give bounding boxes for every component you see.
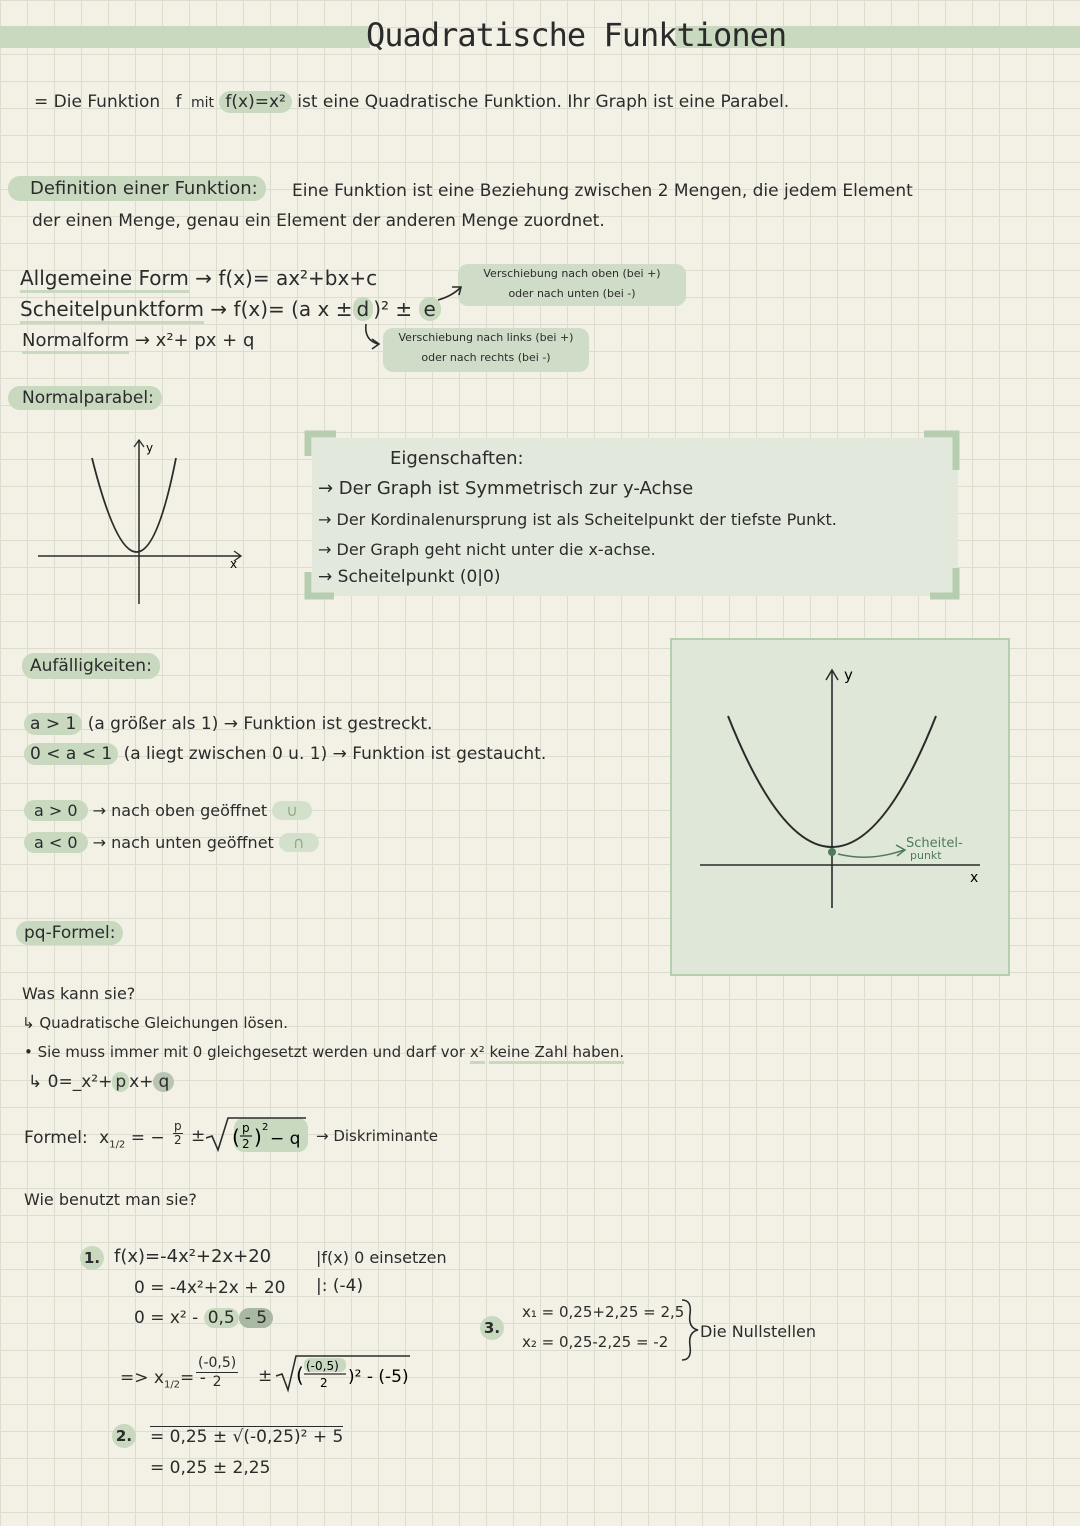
eigenschaften-item: → Der Graph ist Symmetrisch zur y-Achse bbox=[318, 478, 694, 499]
diskriminante-label: → Diskriminante bbox=[316, 1127, 438, 1145]
normalparabel-graph bbox=[30, 432, 250, 608]
pq-answer-1: ↳ Quadratische Gleichungen lösen. bbox=[22, 1014, 288, 1032]
scheitelpunktform-expr-b: )² ± bbox=[373, 297, 413, 321]
intro-formula: f(x)=x² bbox=[219, 91, 291, 113]
note-e: Verschiebung nach oben (bei +) oder nach unten (bei -) bbox=[458, 264, 686, 306]
normalform: Normalform → x²+ px + q bbox=[22, 330, 254, 351]
definition-line2: der einen Menge, genau ein Element der anderen Menge zuordnet. bbox=[32, 211, 605, 231]
svg-text:2: 2 bbox=[320, 1376, 328, 1390]
example-line-5: = 0,25 ± √(-0,25)² + 5 bbox=[150, 1427, 344, 1447]
normalparabel-label: Normalparabel: bbox=[8, 388, 162, 408]
step-1-number: 1. bbox=[80, 1246, 104, 1270]
scheitel-d: d bbox=[353, 297, 374, 321]
svg-text:)² - (-5): )² - (-5) bbox=[348, 1367, 409, 1387]
graph-y-label: y bbox=[844, 666, 853, 684]
nullstellen-brace bbox=[680, 1298, 700, 1362]
eigenschaften-item: → Scheitelpunkt (0|0) bbox=[318, 567, 501, 587]
svg-text:− q: − q bbox=[270, 1129, 301, 1149]
definition-line1: Eine Funktion ist eine Beziehung zwischen 2 Mengen, die jedem Element bbox=[292, 181, 913, 201]
svg-text:2: 2 bbox=[262, 1122, 269, 1133]
q-circle: q bbox=[153, 1072, 174, 1092]
auffaelligkeit-row: a > 1 (a größer als 1) → Funktion ist gestreckt. bbox=[24, 714, 432, 734]
svg-text:(-0,5): (-0,5) bbox=[306, 1359, 339, 1373]
example-xs-root bbox=[274, 1352, 414, 1394]
svg-text:2: 2 bbox=[242, 1137, 250, 1151]
normalform-label: Normalform bbox=[22, 330, 129, 354]
vertex-label: Scheitel- bbox=[906, 836, 963, 851]
normalparabel-y-label: y bbox=[146, 441, 154, 455]
example-xs-frac: (-0,5) 2 bbox=[198, 1355, 237, 1390]
forms-arrows bbox=[0, 0, 1080, 420]
definition-label: Definition einer Funktion: bbox=[8, 178, 266, 199]
allgemeine-form: Allgemeine Form → f(x)= ax²+bx+c bbox=[20, 266, 377, 290]
auffaelligkeiten-label: Aufälligkeiten: bbox=[22, 656, 160, 676]
example-line-6: = 0,25 ± 2,25 bbox=[150, 1458, 271, 1478]
graph-x-label: x bbox=[970, 870, 979, 886]
pq-formula-root bbox=[204, 1114, 314, 1154]
svg-text:): ) bbox=[254, 1125, 262, 1149]
example-line-3: 0 = x² - 0,5 - 5 bbox=[134, 1308, 273, 1328]
pq-answer-2: • Sie muss immer mit 0 gleichgesetzt werden und darf vor x² keine Zahl haben. bbox=[24, 1043, 624, 1061]
example-line-1-note: |f(x) 0 einsetzen bbox=[316, 1248, 447, 1267]
example-line-1: f(x)=-4x²+2x+20 bbox=[114, 1246, 272, 1267]
cap-symbol: ∩ bbox=[279, 833, 319, 852]
normalform-expr: x²+ px + q bbox=[155, 330, 255, 351]
pq-equation: ↳ 0=_x²+ p x+ q bbox=[28, 1072, 174, 1092]
cup-symbol: ∪ bbox=[272, 801, 312, 820]
step-3-number: 3. bbox=[480, 1316, 504, 1340]
page-title: Quadratische Funktionen bbox=[366, 16, 787, 54]
allgemeine-form-expr: f(x)= ax²+bx+c bbox=[218, 266, 378, 290]
example-xs: => $x_{1/2}=$ - bbox=[120, 1368, 206, 1391]
svg-text:p: p bbox=[242, 1121, 250, 1135]
pq-question-2: Wie benutzt man sie? bbox=[24, 1190, 197, 1209]
svg-text:(: ( bbox=[232, 1125, 240, 1149]
normalparabel-x-label: x bbox=[230, 557, 238, 571]
nullstelle-x1: x₁ = 0,25+2,25 = 2,5 bbox=[522, 1303, 685, 1321]
parabola-graph-box bbox=[670, 638, 1012, 978]
auffaelligkeit-row: a < 0 → nach unten geöffnet ∩ bbox=[24, 833, 319, 852]
step-2-number: 2. bbox=[112, 1424, 136, 1448]
intro-suffix: ist eine Quadratische Funktion. Ihr Graph ist eine Parabel. bbox=[297, 92, 790, 112]
scheitelpunktform: Scheitelpunktform → f(x)= (a x ± d )² ± e bbox=[20, 297, 441, 321]
intro-mit: mit bbox=[190, 95, 214, 111]
pq-formula: Formel: $x_{1/2}$ = − bbox=[24, 1128, 165, 1151]
nullstelle-x2: x₂ = 0,25-2,25 = -2 bbox=[522, 1333, 669, 1351]
auffaelligkeit-row: a > 0 → nach oben geöffnet ∪ bbox=[24, 801, 312, 820]
nullstellen-label: Die Nullstellen bbox=[700, 1322, 817, 1341]
note-d: Verschiebung nach links (bei +) oder nach rechts (bei -) bbox=[383, 328, 589, 372]
pq-label: pq-Formel: bbox=[16, 923, 123, 943]
scheitel-e: e bbox=[419, 297, 441, 321]
eigenschaften-item: → Der Graph geht nicht unter die x-achse. bbox=[318, 540, 656, 559]
eigenschaften-title: Eigenschaften: bbox=[390, 448, 524, 469]
vertex-label: punkt bbox=[910, 849, 942, 862]
auffaelligkeit-row: 0 < a < 1 (a liegt zwischen 0 u. 1) → Funktion ist gestaucht. bbox=[24, 744, 546, 764]
example-line-2-note: |: (-4) bbox=[316, 1276, 364, 1296]
graph-vertex-dot bbox=[828, 848, 836, 856]
pq-formula-frac: p 2 bbox=[173, 1119, 182, 1147]
example-xs-pm: ± bbox=[258, 1366, 273, 1386]
example-line-2: 0 = -4x²+2x + 20 bbox=[134, 1278, 286, 1298]
scheitelpunktform-expr-a: f(x)= (a x ± bbox=[233, 297, 353, 321]
intro-prefix: = Die Funktion bbox=[34, 92, 161, 112]
pq-question-1: Was kann sie? bbox=[22, 984, 136, 1003]
normalparabel-curve bbox=[92, 458, 176, 552]
eigenschaften-item: → Der Kordinalenursprung ist als Scheitelpunkt der tiefste Punkt. bbox=[318, 510, 837, 529]
allgemeine-form-label: Allgemeine Form bbox=[20, 266, 189, 293]
svg-text:(: ( bbox=[296, 1363, 304, 1387]
intro-f: f bbox=[175, 92, 182, 112]
pq-formula-pm: ± bbox=[191, 1126, 206, 1146]
scheitelpunktform-label: Scheitelpunktform bbox=[20, 297, 204, 324]
